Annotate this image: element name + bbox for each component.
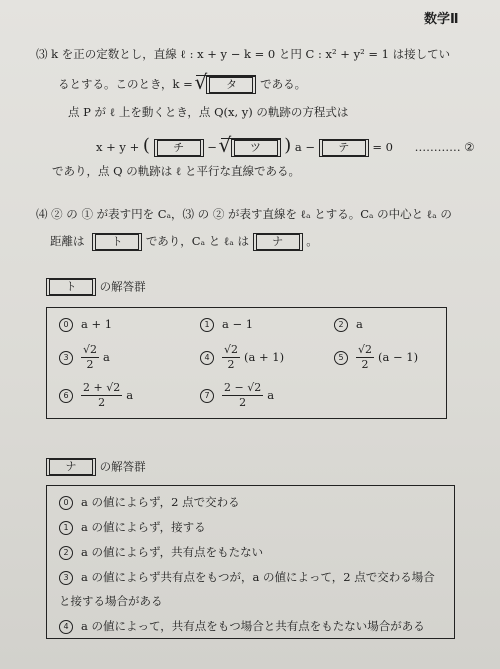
- q3-equation: x + y + ( チ − √ ツ ) a − テ = 0 ………… ②: [96, 135, 475, 157]
- to-option-5: 5 $\frac{√2}{2}$ (a − 1): [334, 343, 418, 372]
- to-group-box-label: ト: [49, 279, 93, 295]
- equation-end: = 0: [372, 140, 393, 154]
- answer-box-tsu: [231, 139, 281, 157]
- to-group-suffix: の解答群: [99, 279, 146, 294]
- q4-line1: ⑷ ② の ① が表す円を Cₐ，⑶ の ② が表す直線を ℓₐ とする。Cₐ の中心と ℓₐ の: [36, 207, 452, 221]
- to-option-3: 3 $\frac{√2}{2}$ a: [59, 343, 110, 372]
- equation-a: a −: [294, 140, 316, 154]
- answer-box-to: [92, 233, 142, 251]
- page-title: 数学Ⅱ: [424, 12, 459, 27]
- q4-line2-end: 。: [306, 234, 318, 248]
- answer-box-tsu-label: ツ: [234, 140, 278, 156]
- answer-box-chi-label: チ: [157, 140, 201, 156]
- equation-ref: ………… ②: [414, 140, 475, 154]
- answer-box-ta-label: タ: [209, 77, 253, 93]
- answer-box-te: [319, 139, 369, 157]
- na-option-0: 0 a の値によらず，2 点で交わる: [59, 494, 240, 510]
- q3-line2-text: るとする。このとき，k =: [58, 77, 193, 91]
- na-option-1: 1 a の値によらず，接する: [59, 519, 206, 535]
- to-option-7: 7 $\frac{2 - √2}{2}$ a: [200, 381, 274, 410]
- na-option-2: 2 a の値によらず，共有点をもたない: [59, 544, 263, 560]
- na-group-title: [46, 458, 146, 476]
- to-answer-panel: [46, 307, 447, 419]
- q3-line3: 点 P が ℓ 上を動くとき，点 Q(x, y) の軌跡の方程式は: [68, 105, 349, 119]
- q3-line2-end: である。: [260, 77, 307, 91]
- na-option-3: 3 a の値によらず共有点をもつが，a の値によって，2 点で交わる場合: [59, 569, 435, 585]
- to-group-title: [46, 278, 146, 296]
- q3-line1: ⑶ k を正の定数とし，直線 ℓ : x + y − k = 0 と円 C : x² + y² = 1 は接してい: [36, 47, 451, 61]
- answer-box-chi: [154, 139, 204, 157]
- na-option-4: 4 a の値によって，共有点をもつ場合と共有点をもたない場合がある: [59, 618, 425, 634]
- sqrt-symbol: [196, 75, 256, 94]
- to-option-6: 6 $\frac{2 + √2}{2}$ a: [59, 381, 133, 410]
- to-option-2: 2 a: [334, 317, 363, 332]
- answer-box-ta: [206, 76, 256, 94]
- answer-box-te-label: テ: [322, 140, 366, 156]
- answer-box-na-label: ナ: [256, 234, 300, 250]
- q3-line2: [58, 75, 306, 94]
- na-option-3-cont: と接する場合がある: [59, 594, 163, 608]
- to-group-box: [46, 278, 96, 296]
- equation-start: x + y +: [96, 140, 140, 154]
- to-option-4: 4 $\frac{√2}{2}$ (a + 1): [200, 343, 284, 372]
- to-option-1: 1 a − 1: [200, 317, 253, 332]
- na-group-box-label: ナ: [49, 459, 93, 475]
- answer-box-to-label: ト: [95, 234, 139, 250]
- q4-line2-text: 距離は: [50, 234, 85, 248]
- answer-box-na: [253, 233, 303, 251]
- q4-line2-mid: であり，Cₐ と ℓₐ は: [145, 234, 249, 248]
- na-group-box: [46, 458, 96, 476]
- q3-line5: であり，点 Q の軌跡は ℓ と平行な直線である。: [52, 164, 301, 178]
- na-group-suffix: の解答群: [99, 459, 146, 474]
- sqrt-symbol-2: [221, 138, 281, 157]
- to-option-0: 0 a + 1: [59, 317, 112, 332]
- na-answer-panel: [46, 485, 455, 639]
- q4-line2: [50, 233, 318, 251]
